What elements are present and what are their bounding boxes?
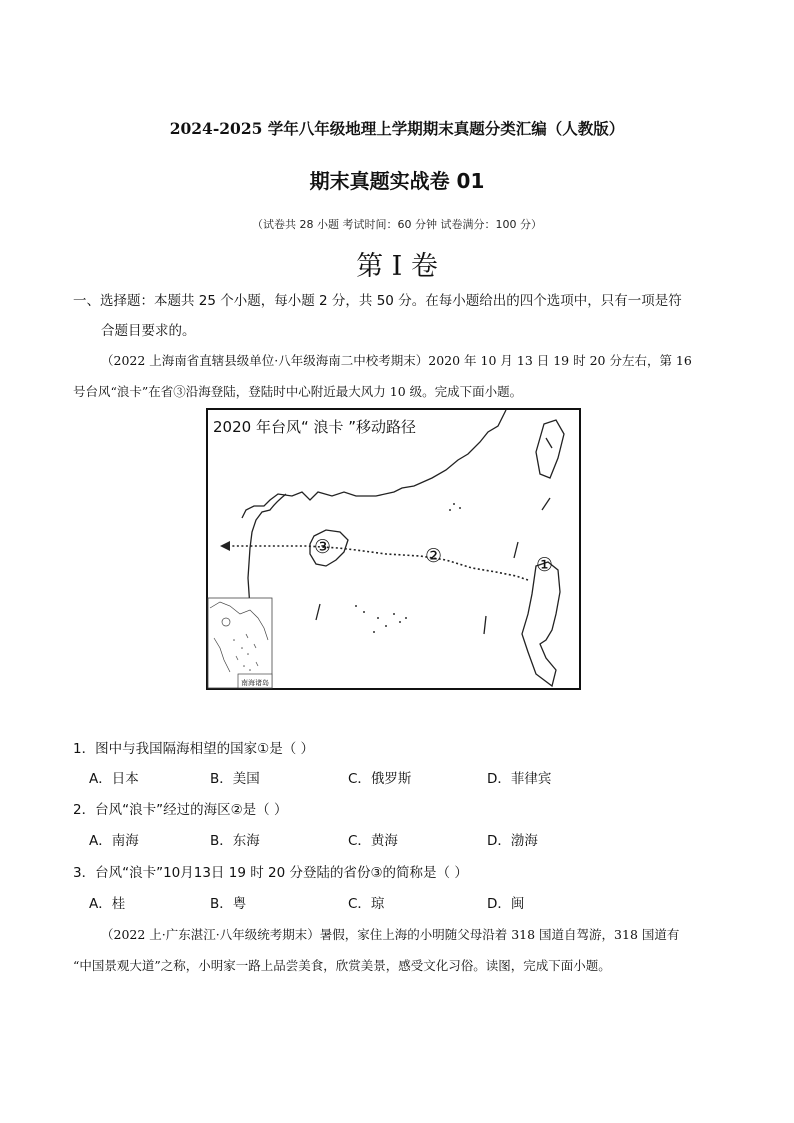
label-2: ② — [425, 545, 443, 567]
q2-option-c: C．黄海 — [348, 833, 398, 849]
context2-line1: （2022 上·广东湛江·八年级统考期末）暑假，家住上海的小明随父母沿着 318 国道自驾游，318 国道有 — [101, 927, 680, 942]
context1-line1: （2022 上海南省直辖县级单位·八年级海南二中校考期末）2020 年 10 月 13 日 19 时 20 分左右，第 16 — [101, 353, 692, 368]
series-title: 2024-2025 学年八年级地理上学期期末真题分类汇编（人教版） — [169, 119, 625, 138]
q1-option-b: B．美国 — [210, 771, 260, 787]
label-3: ③ — [314, 536, 332, 558]
q1-option-a: A．日本 — [89, 771, 139, 787]
inset-label: 南海诸岛 — [241, 679, 269, 687]
q1-option-c: C．俄罗斯 — [348, 771, 412, 787]
q3-option-d: D．闽 — [487, 896, 525, 912]
q3-option-a: A．桂 — [89, 896, 126, 912]
volume-heading: 第 I 卷 — [356, 251, 438, 282]
context2-line2: “中国景观大道”之称，小明家一路上品尝美食，欣赏美景，感受文化习俗。读图，完成下面小题。 — [73, 958, 611, 973]
map-title: 2020 年台风“ 浪卡 ”移动路径 — [213, 418, 417, 436]
question-2: 2．台风“浪卡”经过的海区②是（ ） — [73, 802, 288, 818]
q3-option-b: B．粤 — [210, 896, 247, 912]
q2-option-d: D．渤海 — [487, 833, 538, 849]
q1-option-d: D．菲律宾 — [487, 771, 552, 787]
question-1: 1．图中与我国隔海相望的国家①是（ ） — [73, 741, 314, 757]
inset-map — [208, 598, 272, 688]
q2-option-a: A．南海 — [89, 833, 139, 849]
paper-title: 期末真题实战卷 01 — [309, 169, 485, 193]
q2-option-b: B．东海 — [210, 833, 260, 849]
map-svg — [206, 408, 581, 690]
section-instruction-line1: 一、选择题：本题共 25 个小题，每小题 2 分，共 50 分。在每小题给出的四个选项中，只有一项是符 — [73, 293, 682, 309]
q3-option-c: C．琼 — [348, 896, 385, 912]
context1-line2: 号台风“浪卡”在省③沿海登陆，登陆时中心附近最大风力 10 级。完成下面小题。 — [73, 384, 523, 399]
typhoon-path-map — [206, 408, 581, 690]
question-3: 3．台风“浪卡”10月13日 19 时 20 分登陆的省份③的简称是（ ） — [73, 865, 468, 881]
exam-info: （试卷共 28 小题 考试时间：60 分钟 试卷满分：100 分） — [252, 218, 542, 231]
label-1: ① — [536, 554, 554, 576]
section-instruction-line2: 合题目要求的。 — [101, 323, 196, 339]
